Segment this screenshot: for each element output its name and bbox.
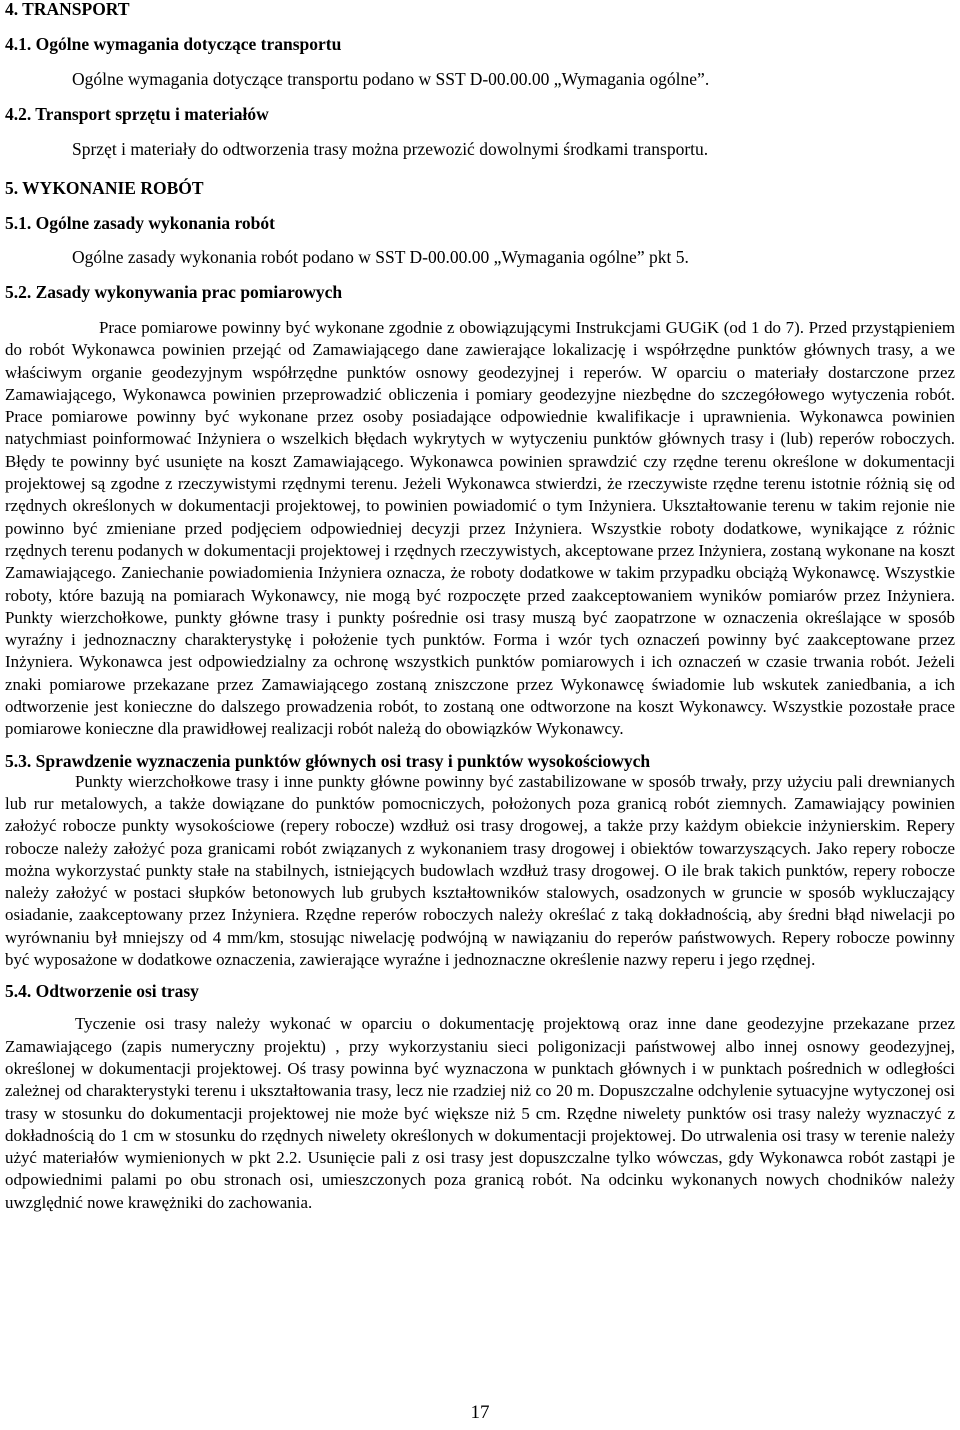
section-4-2-text: Sprzęt i materiały do odtworzenia trasy można przewozić dowolnymi środkami transportu. — [72, 139, 709, 159]
section-5-4-text: Tyczenie osi trasy należy wykonać w oparciu o dokumentację projektową oraz inne dane geodezyjne przekazane przez Zamawiającego (zapis numeryczny projektu) , przy wykorzystaniu sieci poligonizacji państwowej albo innej osnowy geodezyjnej, określonej w dokumentacji projektowej. Oś trasy powinna być wyznaczona w punktach głównych i w punktach pośrednich w odległości zależnej od charakterystyki terenu i ukształtowania trasy, lecz nie rzadziej niż co 20 m. Dopuszczalne odchylenie sytuacyjne wytyczonej osi trasy w stosunku do dokumentacji projektowej nie może być większe niż 5 cm. Rzędne niwelety punktów osi trasy należy wyznaczyć z dokładnością do 1 cm w stosunku do rzędnych niwelety określonych w dokumentacji projektowej. Do utrwalenia osi trasy w terenie należy użyć materiałów wymienionych w pkt 2.2. Usunięcie pali z osi trasy jest dopuszczalne tylko wówczas, gdy Wykonawca robót zastąpi je odpowiednimi palami po obu stronach osi, umieszczonych poza granicą robót. Na odcinku wykonanych nowych chodników należy uwzględnić nowe krawężniki do zachowania. — [5, 1014, 955, 1212]
section-5-2-title: 5.2. Zasady wykonywania prac pomiarowych — [5, 282, 343, 302]
section-5-3-text: Punkty wierzchołkowe trasy i inne punkty główne powinny być zastabilizowane w sposób trwały, przy użyciu pali drewnianych lub rur metalowych, a także dowiązane do punktów pomocniczych, położonych poza granicą robót ziemnych. Zamawiający powinien założyć robocze punkty wysokościowe (repery robocze) wzdłuż osi trasy drogowej, a także przy każdym obiekcie inżynierskim. Repery robocze należy założyć poza granicami robót związanych z wykonaniem trasy drogowej i obiektów towarzyszących. Jako repery robocze można wykorzystać punkty stałe na stabilnych, istniejących budowlach wzdłuż trasy drogowej. O ile brak takich punktów, repery robocze należy założyć w postaci słupków betonowych lub grubych kształtowników stalowych, osadzonych w gruncie w sposób wykluczający osiadanie, zaakceptowany przez Inżyniera. Rzędne reperów roboczych należy określać z taką dokładnością, aby średni błąd niwelacji po wyrównaniu był mniejszy od 4 mm/km, stosując niwelację podwójną w nawiązaniu do reperów państwowych. Repery robocze powinny być wyposażone w dodatkowe oznaczenia, zawierające wyraźne i jednoznaczne określenie nazwy reperu i jego rzędnej. — [5, 771, 955, 970]
section-4-1-title: 4.1. Ogólne wymagania dotyczące transportu — [5, 34, 342, 54]
section-5-title: 5. WYKONANIE ROBÓT — [5, 178, 204, 198]
section-4-2-title: 4.2. Transport sprzętu i materiałów — [5, 104, 269, 124]
section-5-3-title: 5.3. Sprawdzenie wyznaczenia punktów głównych osi trasy i punktów wysokościowych — [5, 750, 651, 771]
section-5-2-text: Prace pomiarowe powinny być wykonane zgodnie z obowiązującymi Instrukcjami GUGiK (od 1 do 7). Przed przystąpieniem do robót Wykonawca powinien przejąć od Zamawiającego dane zawierające lokalizację i współrzędne punktów głównych trasy, a we właściwym organie geodezyjnym współrzędne punktów osnowy geodezyjnej i reperów. W oparciu o materiały dostarczone przez Zamawiającego, Wykonawca powinien przeprowadzić obliczenia i pomiary geodezyjne niezbędne do szczegółowego wytyczenia robót. Prace pomiarowe powinny być wykonane przez osoby posiadające odpowiednie kwalifikacje i uprawnienia. Wykonawca powinien natychmiast poinformować Inżyniera o wszelkich błędach wykrytych w wytyczeniu punktów głównych trasy i (lub) reperów roboczych. Błędy te powinny być usunięte na koszt Zamawiającego. Wykonawca powinien sprawdzić czy rzędne terenu określone w dokumentacji projektowej są zgodne z rzeczywistymi rzędnymi terenu. Jeżeli Wykonawca stwierdzi, że rzeczywiste rzędne terenu istotnie różnią się od rzędnych określonych w dokumentacji projektowej, to powinien powiadomić o tym Inżyniera. Ukształtowanie terenu w takim rejonie nie powinno być zmieniane przed podjęciem odpowiedniej decyzji przez Inżyniera. Wszystkie roboty dodatkowe, wynikające z różnic rzędnych terenu podanych w dokumentacji projektowej i rzędnych rzeczywistych, akceptowane przez Inżyniera, zostaną wykonane na koszt Zamawiającego. Zaniechanie powiadomienia Inżyniera oznacza, że roboty dodatkowe w takim przypadku obciążą Wykonawcę. Wszystkie roboty, które bazują na pomiarach Wykonawcy, nie mogą być rozpoczęte przed zaakceptowaniem wyników pomiarów przez Inżyniera. Punkty wierzchołkowe, punkty główne trasy i punkty pośrednie osi trasy muszą być zaopatrzone w oznaczenia określające w sposób wyraźny i jednoznaczny charakterystykę i położenie tych punktów. Forma i wzór tych oznaczeń powinny być zaakceptowane przez Inżyniera. Wykonawca jest odpowiedzialny za ochronę wszystkich punktów pomiarowych i ich oznaczeń w czasie trwania robót. Jeżeli znaki pomiarowe przekazane przez Zamawiającego zostaną zniszczone przez Wykonawcę świadomie lub wskutek zaniedbania, a ich odtworzenie jest konieczne do dalszego prowadzenia robót, to zostaną one odtworzone na koszt Wykonawcy. Wszystkie pozostałe prace pomiarowe konieczne dla prawidłowej realizacji robót należą do obowiązków Wykonawcy. — [5, 318, 955, 739]
section-5-4-title: 5.4. Odtworzenie osi trasy — [5, 981, 199, 1002]
section-5-1-title: 5.1. Ogólne zasady wykonania robót — [5, 213, 275, 233]
section-4-title: 4. TRANSPORT — [5, 0, 130, 19]
section-5-1-text: Ogólne zasady wykonania robót podano w SST D-00.00.00 „Wymagania ogólne” pkt 5. — [72, 247, 689, 267]
page-number: 17 — [470, 1402, 490, 1423]
document-page — [5, 0, 955, 1214]
section-4-1-text: Ogólne wymagania dotyczące transportu podano w SST D-00.00.00 „Wymagania ogólne”. — [72, 69, 710, 89]
